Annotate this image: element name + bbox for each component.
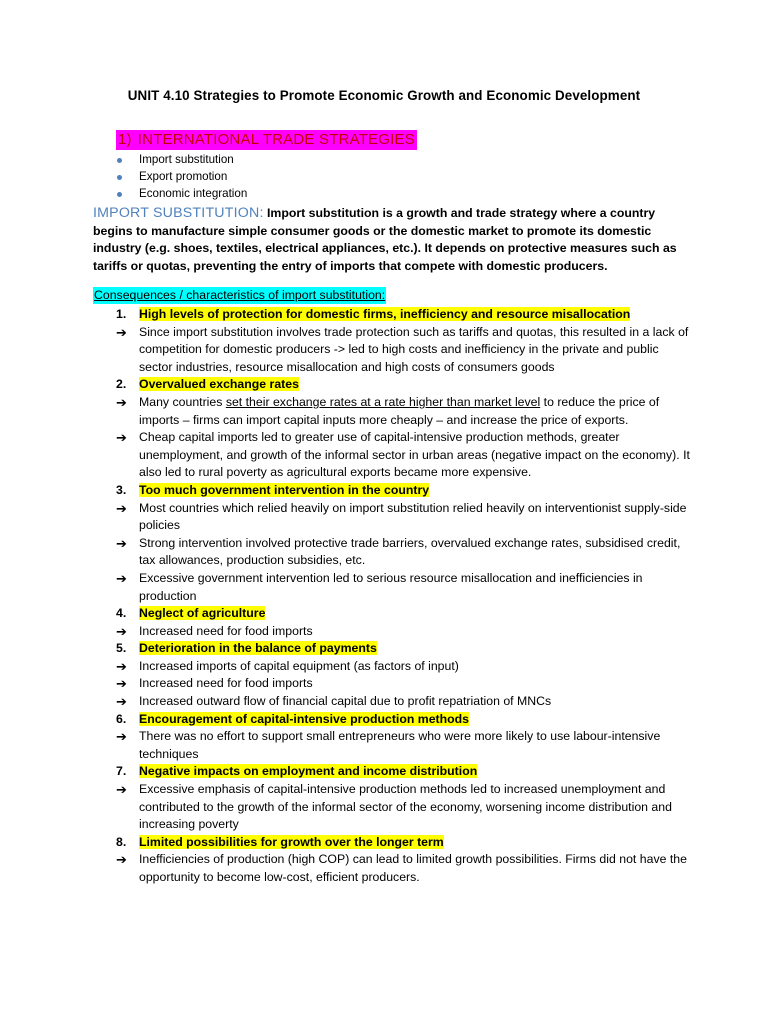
document-title: UNIT 4.10 Strategies to Promote Economic Growth and Economic Development [127, 88, 641, 103]
consequences-label: Consequences / characteristics of import substitution: [94, 288, 386, 302]
consequence-point-text [139, 394, 693, 429]
consequence-heading: Neglect of agriculture [139, 606, 266, 621]
import-substitution-lead: IMPORT SUBSTITUTION: [93, 205, 264, 221]
consequence-number: 8. [116, 834, 127, 849]
consequence-heading-wrap [139, 306, 693, 324]
bullet-icon [117, 192, 122, 197]
consequence-point [93, 623, 693, 641]
consequence-number: 7. [116, 764, 127, 779]
consequence-point [93, 324, 693, 377]
arrow-right-icon: ➔ [116, 623, 127, 639]
arrow-right-icon: ➔ [116, 658, 127, 674]
list-item: Import substitution [116, 152, 247, 169]
consequence-number: 4. [116, 606, 127, 621]
consequence-point [93, 728, 693, 763]
consequence-heading-row [93, 376, 693, 394]
section-heading-text: INTERNATIONAL TRADE STRATEGIES [137, 131, 415, 148]
consequence-point [93, 658, 693, 676]
consequence-point [93, 535, 693, 570]
consequence-heading-row [93, 306, 693, 324]
consequence-point [93, 500, 693, 535]
consequence-heading-wrap [139, 763, 693, 781]
consequence-number: 6. [116, 711, 127, 726]
arrow-right-icon: ➔ [116, 570, 127, 586]
consequence-heading-row [93, 834, 693, 852]
consequence-heading-row [93, 763, 693, 781]
bullet-icon [117, 175, 122, 180]
consequence-heading: Negative impacts on employment and income distribution [139, 764, 478, 779]
bullet-icon [117, 158, 122, 163]
consequence-point-text: Increased need for food imports [139, 623, 313, 638]
consequence-heading-wrap [139, 640, 693, 658]
consequence-heading: Overvalued exchange rates [139, 377, 299, 392]
consequence-heading-wrap [139, 376, 693, 394]
consequence-heading-wrap [139, 834, 693, 852]
consequence-point-text: Increased imports of capital equipment (as factors of input) [139, 658, 459, 673]
consequence-point-text: Cheap capital imports led to greater use of capital-intensive production methods, greater unemployment, and growth of the informal sector in urban areas (negative impact on the economy). It also led to rural poverty as agricultural exports became more expensive. [139, 430, 690, 480]
list-item: Export promotion [116, 169, 247, 186]
consequence-heading-wrap [139, 711, 693, 729]
consequence-heading: Too much government intervention in the country [139, 482, 430, 497]
arrow-right-icon: ➔ [116, 729, 127, 745]
consequence-heading-row [93, 482, 693, 500]
arrow-right-icon: ➔ [116, 500, 127, 516]
consequence-point-text: Strong intervention involved protective trade barriers, overvalued exchange rates, subsidised credit, tax allowances, production subsidies, etc. [139, 535, 681, 568]
arrow-right-icon: ➔ [116, 324, 127, 340]
section-number: 1) [118, 131, 132, 148]
point-text-pre: Many countries [139, 394, 226, 409]
import-substitution-paragraph [93, 205, 683, 275]
consequence-number: 3. [116, 482, 127, 497]
consequence-point-text: Excessive emphasis of capital-intensive production methods led to increased unemployment and contributed to the growth of the informal sector of the economy, worsening income distribution and increasing poverty [139, 782, 672, 832]
consequence-point-text: Since import substitution involves trade protection such as tariffs and quotas, this resulted in a lack of competition for domestic producers -> led to high costs and inefficiency in the private and public sector industries, resource misallocation and high costs of consumers goods [139, 324, 689, 374]
consequence-point-text: Increased need for food imports [139, 676, 313, 691]
import-substitution-text: Import substitution is a growth and trade strategy where a country begins to manufacture simple consumer goods or the domestic market to promote its domestic industry (e.g. shoes, textiles, electrical appliances, etc.). It depends on protective measures such as tariffs or quotas, preventing the entry of imports that compete with domestic producers. [93, 206, 677, 273]
consequence-point [93, 781, 693, 834]
consequence-heading: Encouragement of capital-intensive production methods [139, 711, 470, 726]
arrow-right-icon: ➔ [116, 694, 127, 710]
consequence-point-text: Excessive government intervention led to serious resource misallocation and inefficiencies in production [139, 570, 643, 603]
consequence-point [93, 693, 693, 711]
consequence-point-text: Most countries which relied heavily on import substitution relied heavily on interventionist supply-side policies [139, 500, 687, 533]
consequence-number: 2. [116, 377, 127, 392]
arrow-right-icon: ➔ [116, 430, 127, 446]
arrow-right-icon: ➔ [116, 394, 127, 410]
consequence-heading-wrap [139, 605, 693, 623]
arrow-right-icon: ➔ [116, 535, 127, 551]
consequence-heading: Limited possibilities for growth over the longer term [139, 834, 444, 849]
point-text-underlined: set their exchange rates at a rate higher than market level [225, 394, 541, 409]
consequence-heading-row [93, 605, 693, 623]
arrow-right-icon: ➔ [116, 782, 127, 798]
consequence-heading-row [93, 640, 693, 658]
list-item: Economic integration [116, 186, 247, 203]
consequence-point [93, 394, 693, 429]
consequence-point-text: There was no effort to support small entrepreneurs who were more likely to use labour-intensive techniques [139, 729, 661, 761]
consequence-point [93, 675, 693, 693]
consequence-number: 5. [116, 641, 127, 656]
consequence-number: 1. [116, 307, 127, 321]
consequence-point [93, 429, 693, 482]
consequence-point [93, 851, 693, 886]
point-text-post: to reduce the price of imports – firms can import capital inputs more cheaply – and increase the price of exports. [139, 394, 660, 427]
arrow-right-icon: ➔ [116, 676, 127, 692]
consequence-point-text: Increased outward flow of financial capital due to profit repatriation of MNCs [139, 694, 552, 709]
consequence-point [93, 570, 693, 605]
consequence-heading: High levels of protection for domestic firms, inefficiency and resource misallocation [139, 307, 631, 321]
consequence-point-text: Inefficiencies of production (high COP) can lead to limited growth possibilities. Firms did not have the opportunity to become low-cost, efficient producers. [139, 852, 687, 884]
consequences-list [93, 306, 693, 887]
consequence-heading: Deterioration in the balance of payments [139, 641, 377, 656]
consequence-heading-row [93, 711, 693, 729]
section-heading [116, 130, 417, 150]
arrow-right-icon: ➔ [116, 852, 127, 868]
consequence-heading-wrap [139, 482, 693, 500]
strategy-list [116, 152, 247, 202]
